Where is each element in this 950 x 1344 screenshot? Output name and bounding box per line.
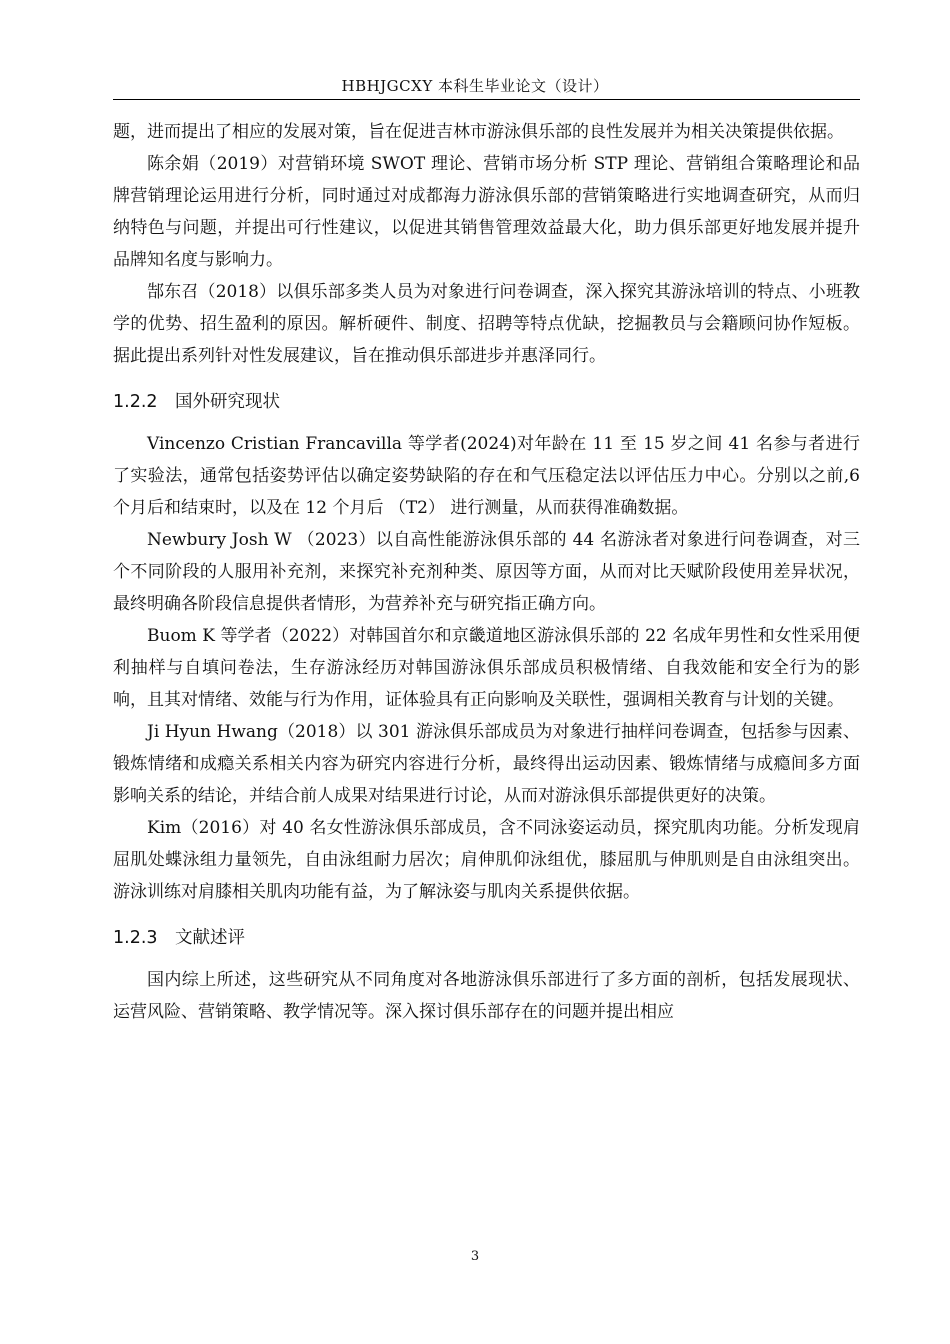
page-body	[113, 116, 860, 1028]
paragraph-buom: Buom K 等学者（2022）对韩国首尔和京畿道地区游泳俱乐部的 22 名成年男性和女性采用便利抽样与自填问卷法，生存游泳经历对韩国游泳俱乐部成员积极情绪、自我效能和安全行为的影响，且其对情绪、效能与行为作用，证体验具有正向影响及关联性，强调相关教育与计划的关键。	[113, 626, 860, 710]
section-number: 1.2.2	[113, 392, 158, 412]
running-header: HBHJGCXY 本科生毕业论文（设计）	[341, 77, 609, 95]
section-title: 国外研究现状	[175, 392, 280, 412]
paragraph-francavilla: Vincenzo Cristian Francavilla 等学者(2024)对年龄在 11 至 15 岁之间 41 名参与者进行了实验法，通常包括姿势评估以确定姿势缺陷的存在和气压稳定法以评估压力中心。分别以之前,6 个月后和结束时，以及在 12 个月后 （T2） 进行测量，从而获得准确数据。	[113, 434, 860, 518]
paragraph-newbury: Newbury Josh W （2023）以自高性能游泳俱乐部的 44 名游泳者对象进行问卷调查，对三个不同阶段的人服用补充剂，来探究补充剂种类、原因等方面，从而对比天赋阶段使用差异状况，最终明确各阶段信息提供者情形，为营养补充与研究指正确方向。	[113, 530, 860, 614]
paragraph-review: 国内综上所述，这些研究从不同角度对各地游泳俱乐部进行了多方面的剖析，包括发展现状、运营风险、营销策略、教学情况等。深入探讨俱乐部存在的问题并提出相应	[113, 970, 860, 1022]
paragraph-continued: 题，进而提出了相应的发展对策，旨在促进吉林市游泳俱乐部的良性发展并为相关决策提供依据。	[113, 122, 844, 142]
section-heading-1-2-3	[113, 922, 860, 954]
paragraph-kim: Kim（2016）对 40 名女性游泳俱乐部成员，含不同泳姿运动员，探究肌肉功能。分析发现肩屈肌处蝶泳组力量领先，自由泳组耐力居次；肩伸肌仰泳组优，膝屈肌与伸肌则是自由泳组突出。游泳训练对肩膝相关肌肉功能有益，为了解泳姿与肌肉关系提供依据。	[113, 818, 860, 902]
section-heading-1-2-2	[113, 386, 860, 418]
paragraph-hwang: Ji Hyun Hwang（2018）以 301 游泳俱乐部成员为对象进行抽样问卷调查，包括参与因素、锻炼情绪和成瘾关系相关内容为研究内容进行分析，最终得出运动因素、锻炼情绪与成瘾间多方面影响关系的结论，并结合前人成果对结果进行讨论，从而对游泳俱乐部提供更好的决策。	[113, 722, 860, 806]
paragraph-gao-dongzhao: 郜东召（2018）以俱乐部多类人员为对象进行问卷调查，深入探究其游泳培训的特点、小班教学的优势、招生盈利的原因。解析硬件、制度、招聘等特点优缺，挖掘教员与会籍顾问协作短板。据此提出系列针对性发展建议，旨在推动俱乐部进步并惠泽同行。	[113, 282, 860, 366]
section-title: 文献述评	[175, 928, 245, 948]
section-number: 1.2.3	[113, 928, 158, 948]
header-rule	[113, 99, 860, 100]
paragraph-chen-yujuan: 陈余娟（2019）对营销环境 SWOT 理论、营销市场分析 STP 理论、营销组合策略理论和品牌营销理论运用进行分析，同时通过对成都海力游泳俱乐部的营销策略进行实地调查研究，从而归纳特色与问题，并提出可行性建议，以促进其销售管理效益最大化，助力俱乐部更好地发展并提升品牌知名度与影响力。	[113, 154, 860, 270]
page-number: 3	[470, 1249, 480, 1264]
